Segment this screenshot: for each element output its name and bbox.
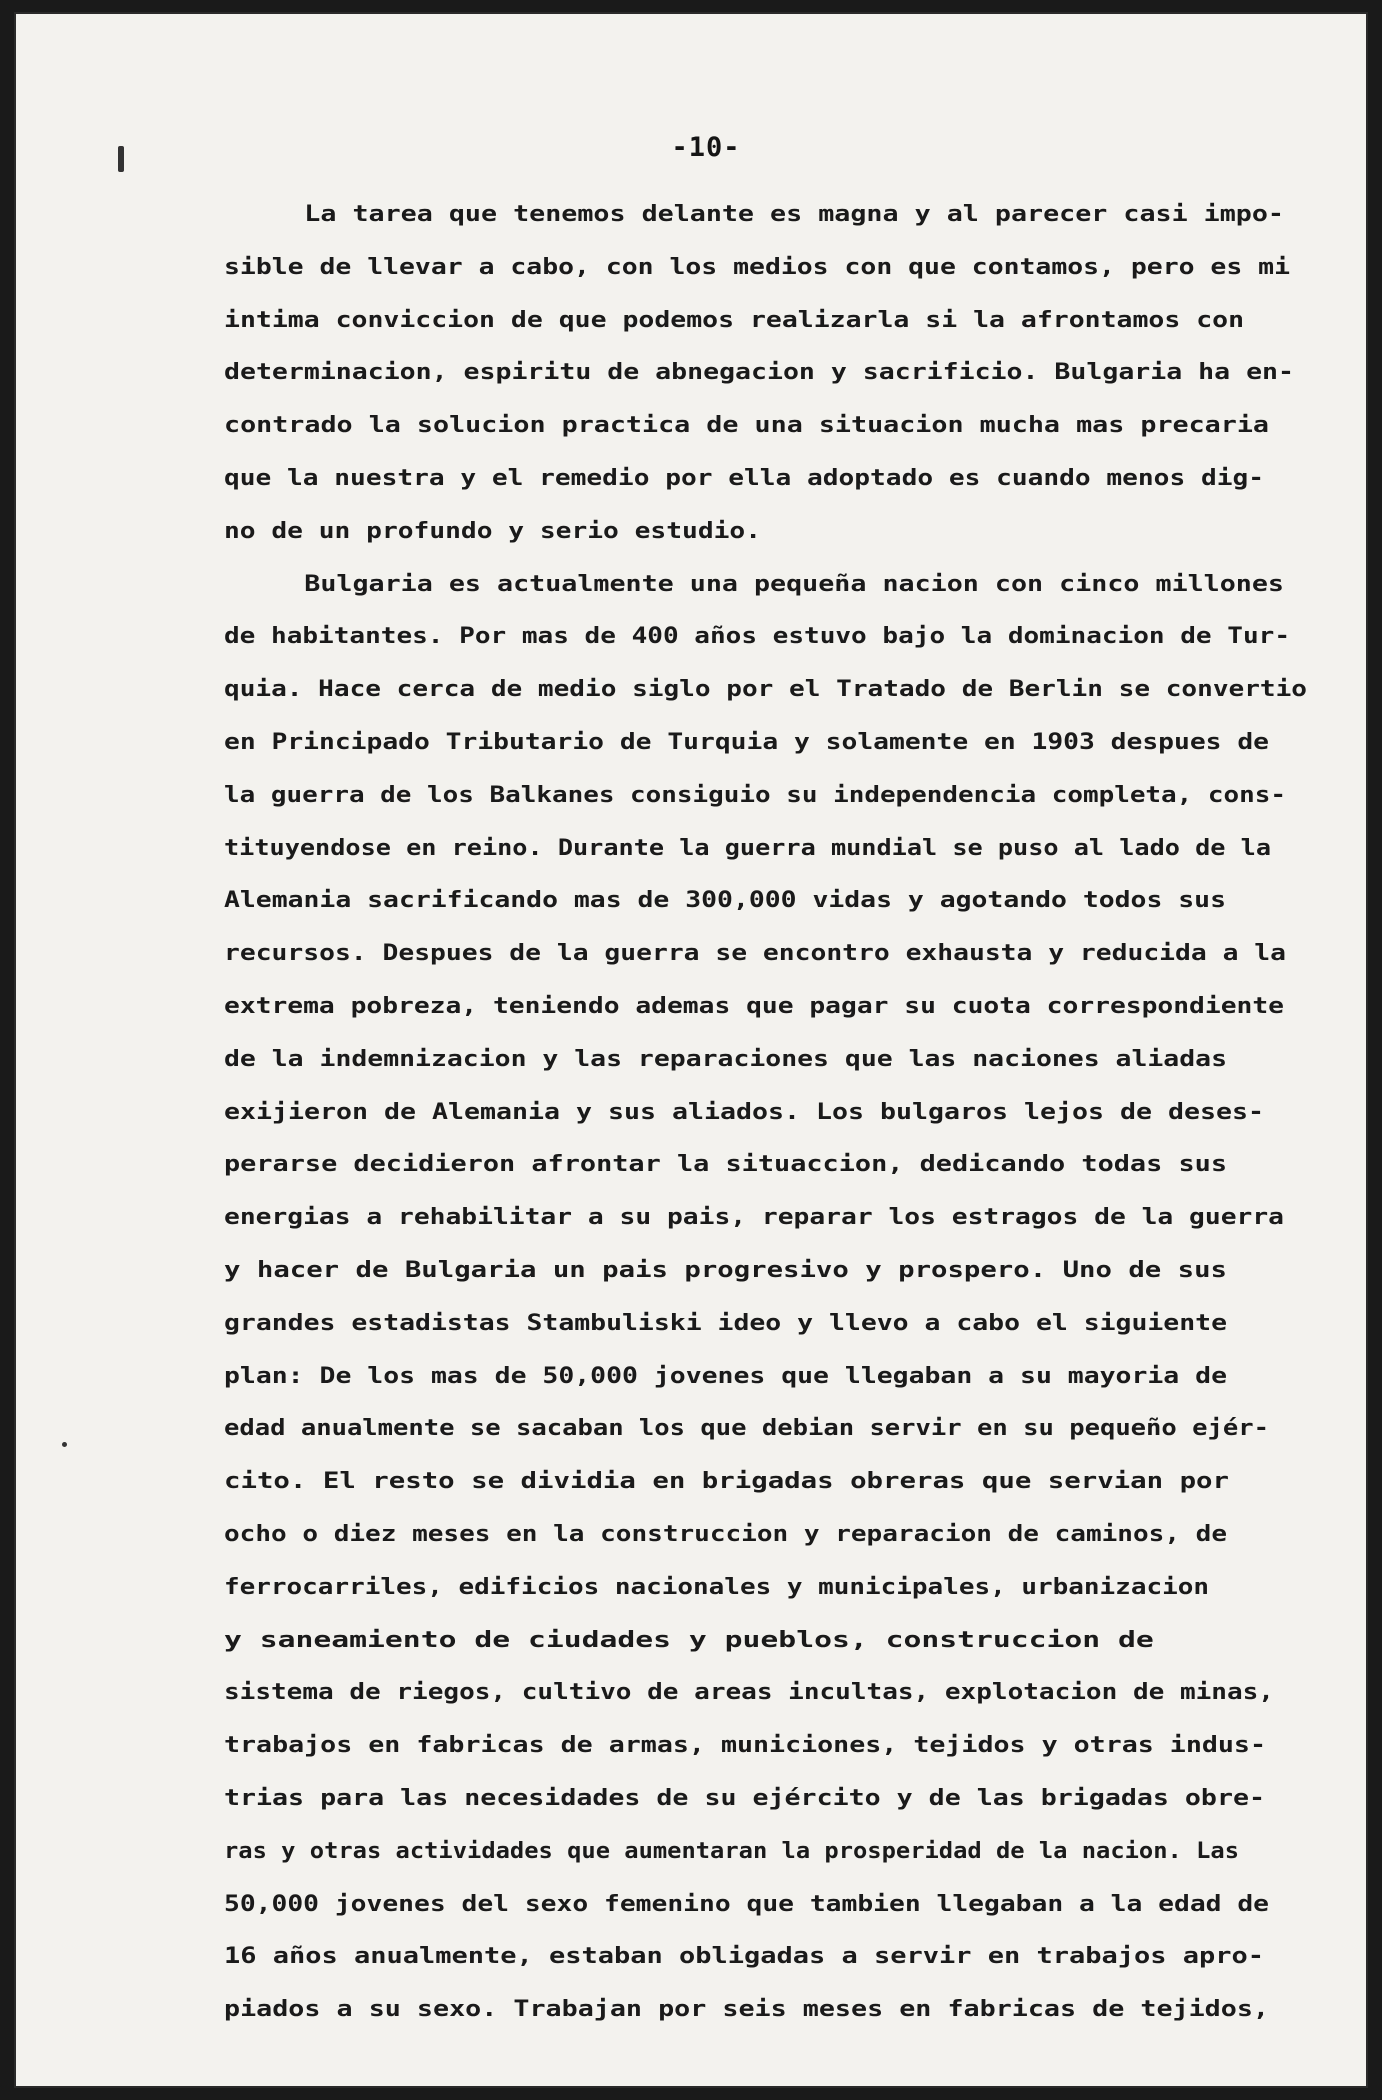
text-line bbox=[224, 717, 1304, 770]
text-line-content: Bulgaria es actualmente una pequeña nacion con cinco millones bbox=[224, 571, 1284, 597]
text-line bbox=[224, 1826, 1304, 1879]
text-line-content: grandes estadistas Stambuliski ideo y llevo a cabo el siguiente bbox=[224, 1310, 1227, 1336]
text-line bbox=[224, 189, 1304, 242]
page-number: -10- bbox=[671, 132, 741, 163]
margin-mark bbox=[118, 146, 124, 172]
text-line-content: contrado la solucion practica de una situacion mucha mas precaria bbox=[224, 413, 1269, 439]
text-line bbox=[224, 1192, 1304, 1245]
text-line bbox=[224, 506, 1304, 559]
text-line-content: de habitantes. Por mas de 400 años estuvo bajo la dominacion de Tur- bbox=[224, 624, 1290, 650]
text-line-content: extrema pobreza, teniendo ademas que pagar su cuota correspondiente bbox=[224, 993, 1284, 1019]
text-line bbox=[224, 1245, 1304, 1298]
text-line bbox=[224, 1087, 1304, 1140]
text-line bbox=[224, 242, 1304, 295]
text-line-content: cito. El resto se dividia en brigadas obreras que servian por bbox=[224, 1469, 1229, 1495]
text-line bbox=[224, 559, 1304, 612]
text-line-content: 50,000 jovenes del sexo femenino que tambien llegaban a la edad de bbox=[224, 1891, 1269, 1917]
text-line bbox=[224, 1509, 1304, 1562]
text-line-content: y hacer de Bulgaria un pais progresivo y prospero. Uno de sus bbox=[224, 1257, 1227, 1283]
text-line-content: no de un profundo y serio estudio. bbox=[224, 518, 761, 544]
text-line bbox=[224, 1351, 1304, 1404]
text-line bbox=[224, 1720, 1304, 1773]
text-line bbox=[224, 347, 1304, 400]
text-line-content: sistema de riegos, cultivo de areas incultas, explotacion de minas, bbox=[224, 1680, 1274, 1706]
text-line-content: sible de llevar a cabo, con los medios con que contamos, pero es mi bbox=[224, 254, 1290, 280]
text-line-content: la guerra de los Balkanes consiguio su independencia completa, cons- bbox=[224, 782, 1286, 808]
text-line-content: recursos. Despues de la guerra se encontro exhausta y reducida a la bbox=[224, 941, 1286, 967]
text-line-content: perarse decidieron afrontar la situaccion, dedicando todas sus bbox=[224, 1152, 1227, 1178]
text-line bbox=[224, 770, 1304, 823]
text-line-content: 16 años anualmente, estaban obligadas a servir en trabajos apro- bbox=[224, 1944, 1264, 1970]
text-line bbox=[224, 295, 1304, 348]
text-line-content: en Principado Tributario de Turquia y solamente en 1903 despues de bbox=[224, 729, 1269, 755]
text-line-content: de la indemnizacion y las reparaciones que las naciones aliadas bbox=[224, 1046, 1227, 1072]
text-line-content: ras y otras actividades que aumentaran la prosperidad de la nacion. Las bbox=[224, 1838, 1239, 1864]
text-line bbox=[224, 611, 1304, 664]
text-line bbox=[224, 1615, 1304, 1668]
text-line bbox=[224, 1034, 1304, 1087]
text-line-content: intima conviccion de que podemos realizarla si la afrontamos con bbox=[224, 307, 1244, 333]
text-line-content: plan: De los mas de 50,000 jovenes que llegaban a su mayoria de bbox=[224, 1363, 1227, 1389]
margin-dot bbox=[62, 1442, 67, 1447]
text-line bbox=[224, 823, 1304, 876]
text-line-content: La tarea que tenemos delante es magna y al parecer casi impo- bbox=[224, 202, 1284, 227]
text-line-content: ocho o diez meses en la construccion y reparacion de caminos, de bbox=[224, 1521, 1227, 1547]
text-line-content: edad anualmente se sacaban los que debian servir en su pequeño ejér- bbox=[224, 1416, 1269, 1442]
document-page bbox=[14, 12, 1368, 2088]
text-line-content: y saneamiento de ciudades y pueblos, construccion de bbox=[224, 1627, 1154, 1653]
text-line bbox=[224, 1139, 1304, 1192]
text-line bbox=[224, 981, 1304, 1034]
text-line bbox=[224, 1298, 1304, 1351]
text-line bbox=[224, 1931, 1304, 1984]
text-line bbox=[224, 453, 1304, 506]
body-text bbox=[224, 189, 1307, 2037]
text-line-content: trias para las necesidades de su ejército y de las brigadas obre- bbox=[224, 1785, 1265, 1811]
text-line bbox=[224, 928, 1304, 981]
text-line bbox=[224, 1879, 1304, 1932]
text-line-content: que la nuestra y el remedio por ella adoptado es cuando menos dig- bbox=[224, 465, 1264, 491]
text-line-content: piados a su sexo. Trabajan por seis meses en fabricas de tejidos, bbox=[224, 1997, 1269, 2023]
text-line-content: tituyendose en reino. Durante la guerra mundial se puso al lado de la bbox=[224, 835, 1271, 861]
text-line bbox=[224, 664, 1307, 717]
text-line bbox=[224, 1456, 1304, 1509]
text-line bbox=[224, 400, 1304, 453]
text-line bbox=[224, 1667, 1304, 1720]
text-line bbox=[224, 1403, 1304, 1456]
text-line-content: trabajos en fabricas de armas, municiones, tejidos y otras indus- bbox=[224, 1733, 1266, 1759]
text-line bbox=[224, 875, 1304, 928]
text-line bbox=[224, 1562, 1304, 1615]
text-line-content: energias a rehabilitar a su pais, reparar los estragos de la guerra bbox=[224, 1205, 1284, 1231]
text-line-content: exijieron de Alemania y sus aliados. Los bulgaros lejos de deses- bbox=[224, 1099, 1264, 1125]
text-line bbox=[224, 1984, 1304, 2037]
text-line-content: quia. Hace cerca de medio siglo por el Tratado de Berlin se convertio bbox=[224, 677, 1307, 703]
text-line-content: ferrocarriles, edificios nacionales y municipales, urbanizacion bbox=[224, 1574, 1209, 1600]
text-line-content: determinacion, espiritu de abnegacion y sacrificio. Bulgaria ha en- bbox=[224, 360, 1294, 386]
text-line-content: Alemania sacrificando mas de 300,000 vidas y agotando todos sus bbox=[224, 888, 1226, 914]
text-line bbox=[224, 1773, 1304, 1826]
